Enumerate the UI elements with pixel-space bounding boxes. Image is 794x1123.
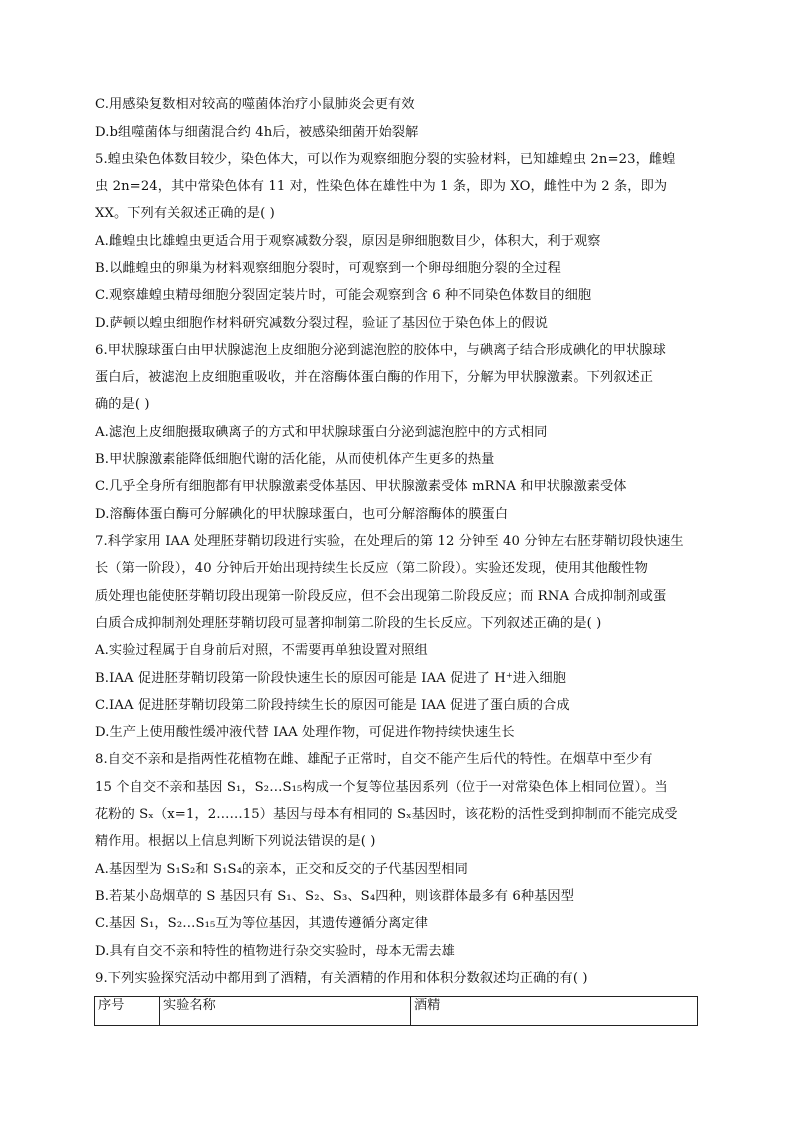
text-line: D.溶酶体蛋白酶可分解碘化的甲状腺球蛋白，也可分解溶酶体的膜蛋白 xyxy=(95,507,509,522)
text-line: D.具有自交不亲和特性的植物进行杂交实验时，母本无需去雄 xyxy=(95,944,455,959)
text-line: 蛋白后，被滤泡上皮细胞重吸收，并在溶酶体蛋白酶的作用下，分解为甲状腺激素。下列叙述正 xyxy=(95,370,654,385)
text-line: A.雌蝗虫比雄蝗虫更适合用于观察减数分裂，原因是卵细胞数目少，体积大，利于观察 xyxy=(95,234,601,249)
text-line: B.若某小岛烟草的 S 基因只有 S₁、S₂、S₃、S₄四种，则该群体最多有 6种基因型 xyxy=(95,889,575,904)
table-header-experiment: 实验名称 xyxy=(160,997,411,1026)
text-line: 长（第一阶段），40 分钟后开始出现持续生长反应（第二阶段）。实验还发现，使用其他酸性物 xyxy=(95,561,648,576)
text-line: B.以雌蝗虫的卵巢为材料观察细胞分裂时，可观察到一个卵母细胞分裂的全过程 xyxy=(95,261,561,276)
text-line: C.几乎全身所有细胞都有甲状腺激素受体基因、甲状腺激素受体 mRNA 和甲状腺激素受体 xyxy=(95,479,627,494)
text-line: 5.蝗虫染色体数目较少，染色体大，可以作为观察细胞分裂的实验材料，已知雄蝗虫 2n=23，雌蝗 xyxy=(95,152,676,167)
text-line: C.观察雄蝗虫精母细胞分裂固定装片时，可能会观察到含 6 种不同染色体数目的细胞 xyxy=(95,288,592,303)
text-line: 7.科学家用 IAA 处理胚芽鞘切段进行实验，在处理后的第 12 分钟至 40 分钟左右胚芽鞘切段快速生 xyxy=(95,534,684,549)
text-line: C.基因 S₁，S₂…S₁₅互为等位基因，其遗传遵循分离定律 xyxy=(95,916,429,931)
text-line: 白质合成抑制剂处理胚芽鞘切段可显著抑制第二阶段的生长反应。下列叙述正确的是( ) xyxy=(95,616,602,631)
text-line: D.萨顿以蝗虫细胞作材料研究减数分裂过程，验证了基因位于染色体上的假说 xyxy=(95,316,548,331)
text-line: 15 个自交不亲和基因 S₁，S₂…S₁₅构成一个复等位基因系列（位于一对常染色体上相同位置）。当 xyxy=(95,780,668,795)
text-line: A.基因型为 S₁S₂和 S₁S₄的亲本，正交和反交的子代基因型相同 xyxy=(95,862,468,877)
experiment-table xyxy=(94,996,698,1026)
text-line: 8.自交不亲和是指两性花植物在雌、雄配子正常时，自交不能产生后代的特性。在烟草中至少有 xyxy=(95,752,653,767)
text-line: XX。下列有关叙述正确的是( ) xyxy=(95,206,275,221)
table-header-row xyxy=(95,997,698,1026)
table-header-alcohol: 酒精 xyxy=(411,997,698,1026)
text-line: D.b组噬菌体与细菌混合约 4h后，被感染细菌开始裂解 xyxy=(95,125,419,140)
text-line: B.IAA 促进胚芽鞘切段第一阶段快速生长的原因可能是 IAA 促进了 H⁺进入细胞 xyxy=(95,671,567,686)
text-line: A.滤泡上皮细胞摄取碘离子的方式和甲状腺球蛋白分泌到滤泡腔中的方式相同 xyxy=(95,425,548,440)
text-line: C.用感染复数相对较高的噬菌体治疗小鼠肺炎会更有效 xyxy=(95,97,415,112)
text-line: 确的是( ) xyxy=(95,397,150,412)
text-line: 质处理也能使胚芽鞘切段出现第一阶段反应，但不会出现第二阶段反应；而 RNA 合成抑制剂或蛋 xyxy=(95,589,667,604)
table-header-index: 序号 xyxy=(95,997,160,1026)
text-line: C.IAA 促进胚芽鞘切段第二阶段持续生长的原因可能是 IAA 促进了蛋白质的合成 xyxy=(95,698,570,713)
text-line: 精作用。根据以上信息判断下列说法错误的是( ) xyxy=(95,834,376,849)
text-line: B.甲状腺激素能降低细胞代谢的活化能，从而使机体产生更多的热量 xyxy=(95,452,495,467)
text-line: 6.甲状腺球蛋白由甲状腺滤泡上皮细胞分泌到滤泡腔的胶体中，与碘离子结合形成碘化的甲状腺球 xyxy=(95,343,666,358)
text-line: A.实验过程属于自身前后对照，不需要再单独设置对照组 xyxy=(95,643,428,658)
text-line: 虫 2n=24，其中常染色体有 11 对，性染色体在雄性中为 1 条，即为 XO，雌性中为 2 条，即为 xyxy=(95,179,668,194)
text-line: D.生产上使用酸性缓冲液代替 IAA 处理作物，可促进作物持续快速生长 xyxy=(95,725,515,740)
text-line: 9.下列实验探究活动中都用到了酒精，有关酒精的作用和体积分数叙述均正确的有( ) xyxy=(95,971,588,986)
text-line: 花粉的 Sₓ（x=1，2……15）基因与母本有相同的 Sₓ基因时，该花粉的活性受到抑制而不能完成受 xyxy=(95,807,678,822)
